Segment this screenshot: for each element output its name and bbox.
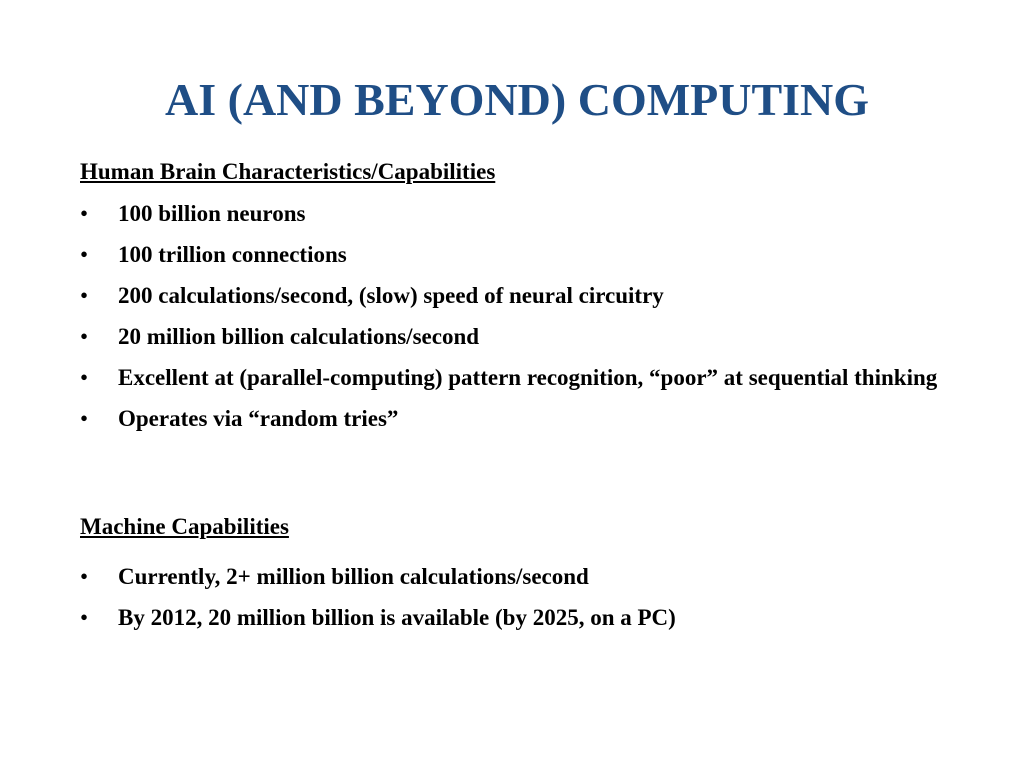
bullet-text: Excellent at (parallel-computing) pattern recognition, “poor” at sequential thinking (118, 365, 938, 390)
bullet-item (80, 320, 960, 353)
bullet-icon: • (80, 605, 89, 630)
bullet-text: 200 calculations/second, (slow) speed of neural circuitry (118, 283, 664, 308)
section-heading-machine: Machine Capabilities (80, 514, 289, 539)
bullet-icon: • (80, 564, 89, 589)
bullet-item (80, 279, 960, 312)
bullet-item (80, 601, 960, 634)
bullet-item (80, 361, 960, 394)
bullet-icon: • (80, 365, 89, 390)
bullet-text: 100 billion neurons (118, 201, 306, 226)
bullet-text: 20 million billion calculations/second (118, 324, 480, 349)
bullet-text: Currently, 2+ million billion calculations/second (118, 564, 589, 589)
bullet-icon: • (80, 242, 89, 267)
bullet-item (80, 402, 960, 435)
bullet-text: Operates via “random tries” (118, 406, 399, 431)
bullet-icon: • (80, 324, 89, 349)
bullet-item (80, 197, 960, 230)
human-brain-bullet-list (80, 197, 960, 443)
bullet-icon: • (80, 406, 89, 431)
bullet-text: By 2012, 20 million billion is available (by 2025, on a PC) (118, 605, 676, 630)
machine-bullet-list (80, 560, 960, 642)
slide-title: AI (AND BEYOND) COMPUTING (165, 74, 870, 125)
bullet-text: 100 trillion connections (118, 242, 347, 267)
section-heading-human-brain: Human Brain Characteristics/Capabilities (80, 159, 496, 184)
bullet-item (80, 238, 960, 271)
bullet-icon: • (80, 201, 89, 226)
bullet-item (80, 560, 960, 593)
bullet-icon: • (80, 283, 89, 308)
